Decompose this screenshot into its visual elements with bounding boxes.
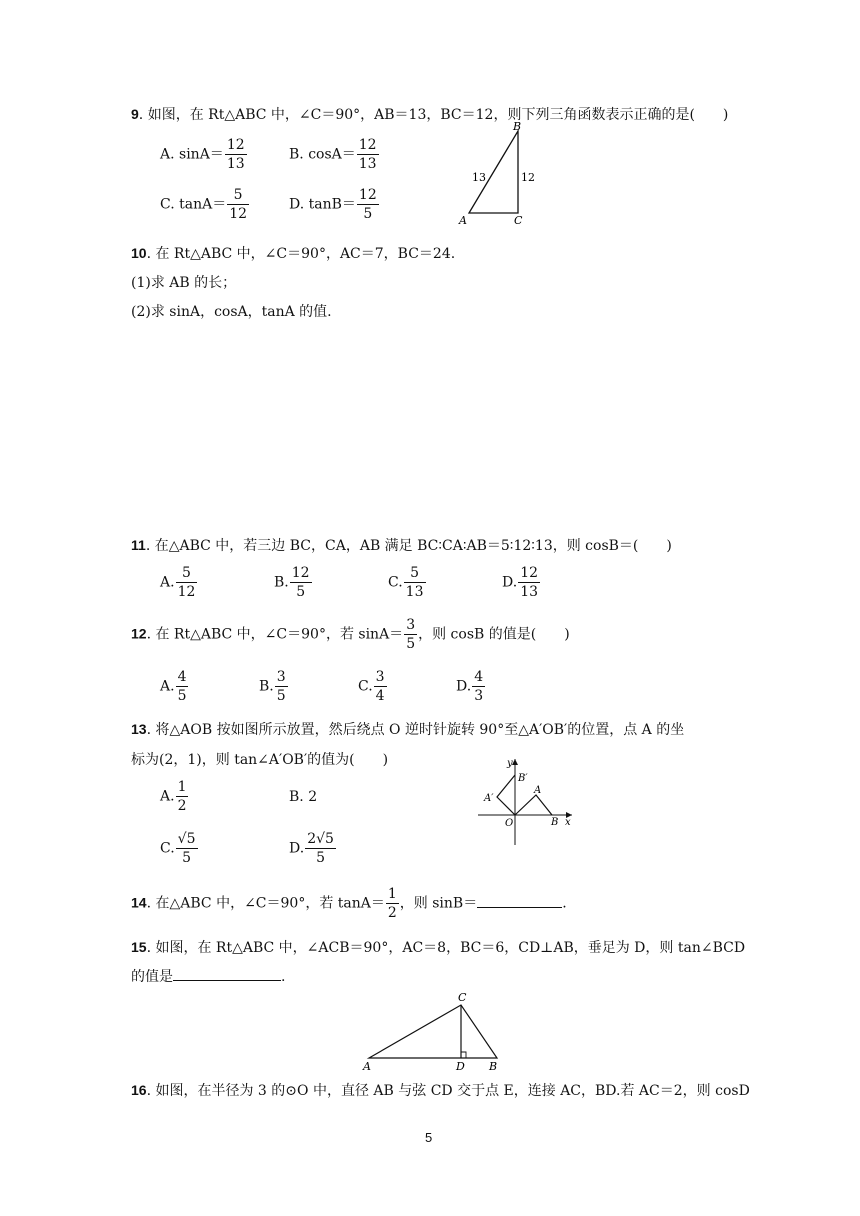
question-text: . 如图，在 Rt△ABC 中，∠C＝90°，AB＝13，BC＝12，则下列三角函数表示正确的是( )	[138, 107, 729, 123]
question-10-part-2: (2)求 sinA，cosA，tanA 的值.	[131, 304, 332, 320]
option-b	[289, 138, 380, 171]
question-9-stem	[131, 104, 728, 124]
question-text: . 在△ABC 中，∠C＝90°，若 tanA＝	[146, 895, 385, 912]
question-number: 12	[131, 625, 147, 642]
question-15-line-1	[131, 937, 745, 957]
fraction: $\frac{12}{13}$	[358, 137, 377, 172]
fraction: $\frac{4}{5}$	[177, 669, 187, 704]
question-16-stem	[131, 1080, 750, 1100]
page-number: 5	[425, 1130, 433, 1145]
question-text: . 在 Rt△ABC 中，∠C＝90°，若 sinA＝	[146, 626, 404, 643]
fraction: $\frac{3}{4}$	[375, 669, 385, 704]
point-a-label: A	[534, 785, 542, 796]
point-a-prime-label: A′	[484, 793, 494, 804]
question-text: . 如图，在 Rt△ABC 中，∠ACB＝90°，AC＝8，BC＝6，CD⊥AB，垂足为 D，则 tan∠BCD	[146, 940, 746, 956]
q13-rotation-figure	[476, 755, 576, 847]
question-number: 14	[131, 894, 147, 911]
option-b: B. $\frac{3}{5}$	[259, 669, 286, 704]
option-label: B. cosA＝	[289, 146, 356, 163]
question-text: . 如图，在半径为 3 的⊙O 中，直径 AB 与弦 CD 交于点 E，连接 AC，BD.若 AC＝2，则 cosD	[146, 1083, 750, 1099]
question-number: 11	[131, 537, 146, 553]
fraction: $\frac{12}{13}$	[520, 565, 539, 600]
fraction: $\frac{12}{13}$	[226, 137, 245, 172]
option-label: C. tanA＝	[160, 196, 227, 213]
foot-d-label: D	[456, 1060, 465, 1072]
question-11-stem	[131, 535, 672, 555]
question-text-end: ，则 sinB＝	[399, 895, 478, 912]
point-b-label: B	[551, 817, 559, 828]
question-15-line-2: 的值是 .	[131, 966, 285, 986]
x-axis-label: x	[565, 817, 571, 828]
origin-label: O	[505, 818, 514, 829]
question-number: 13	[131, 721, 147, 737]
option-d: D. $\frac{2√5}{5}$	[289, 831, 334, 866]
point-b-prime-label: B′	[518, 773, 528, 784]
option-b: B. $\frac{12}{5}$	[274, 565, 310, 600]
fraction: $\frac{5}{12}$	[229, 187, 248, 222]
option-d: D. $\frac{4}{3}$	[456, 669, 484, 704]
option-a	[160, 138, 248, 171]
fraction: $\frac{√5}{5}$	[177, 831, 196, 866]
option-a: A. $\frac{1}{2}$	[160, 779, 187, 814]
question-10-part-1: (1)求 AB 的长；	[131, 275, 237, 291]
option-d: D. $\frac{12}{13}$	[502, 565, 539, 600]
answer-blank[interactable]	[173, 966, 281, 981]
option-c: C. $\frac{√5}{5}$	[160, 831, 196, 866]
vertex-c-label: C	[458, 991, 467, 1004]
option-d	[289, 188, 380, 221]
question-number: 10	[131, 245, 147, 261]
option-a: A. $\frac{4}{5}$	[160, 669, 187, 704]
option-label: A. sinA＝	[160, 146, 224, 163]
fraction: $\frac{3}{5}$	[276, 669, 286, 704]
q15-triangle-figure	[358, 988, 508, 1072]
question-text-end: ，则 cosB 的值是( )	[418, 626, 570, 643]
vertex-a-label: A	[459, 214, 467, 227]
fraction: $\frac{12}{5}$	[291, 565, 310, 600]
vertex-b-label: B	[489, 1060, 498, 1072]
question-13-line-1	[131, 719, 684, 739]
fraction: $\frac{3}{5}$	[406, 617, 416, 652]
option-b: B. 2	[289, 789, 318, 805]
fraction: $\frac{1}{2}$	[387, 886, 397, 921]
fraction: $\frac{5}{13}$	[405, 565, 424, 600]
question-14-stem: 14. 在△ABC 中，∠C＝90°，若 tanA＝ $\frac{1}{2}$ ，则 sinB＝ .	[131, 886, 567, 921]
q9-triangle-figure	[455, 118, 535, 230]
hypotenuse-label: 13	[472, 171, 486, 184]
fraction: $\frac{2√5}{5}$	[307, 831, 334, 866]
vertex-a-label: A	[363, 1060, 371, 1072]
question-number: 9	[131, 106, 139, 122]
question-12-stem	[131, 618, 570, 651]
leg-label: 12	[521, 171, 535, 184]
question-number: 16	[131, 1082, 147, 1098]
option-c: C. $\frac{3}{4}$	[358, 669, 385, 704]
option-a: A. $\frac{5}{12}$	[160, 565, 196, 600]
option-c	[160, 188, 250, 221]
option-label: D. tanB＝	[289, 196, 356, 213]
question-text: . 将△AOB 按如图所示放置，然后绕点 O 逆时针旋转 90°至△A′OB′的位置，点 A 的坐	[146, 722, 685, 738]
question-text: . 在 Rt△ABC 中，∠C＝90°，AC＝7，BC＝24.	[146, 246, 456, 262]
fraction: $\frac{12}{5}$	[358, 187, 377, 222]
question-text: . 在△ABC 中，若三边 BC，CA，AB 满足 BC∶CA∶AB＝5∶12∶13，则 cosB＝( )	[145, 538, 672, 554]
vertex-b-label: B	[513, 120, 522, 133]
question-number: 15	[131, 939, 147, 955]
fraction: $\frac{1}{2}$	[177, 779, 187, 814]
fraction: $\frac{5}{12}$	[177, 565, 196, 600]
y-axis-label: y	[507, 758, 513, 769]
option-c: C. $\frac{5}{13}$	[388, 565, 424, 600]
question-13-line-2: 标为(2，1)，则 tan∠A′OB′的值为( )	[131, 752, 389, 768]
answer-blank[interactable]	[477, 893, 562, 908]
fraction: $\frac{4}{3}$	[474, 669, 484, 704]
vertex-c-label: C	[514, 214, 523, 227]
question-10-stem	[131, 243, 455, 263]
